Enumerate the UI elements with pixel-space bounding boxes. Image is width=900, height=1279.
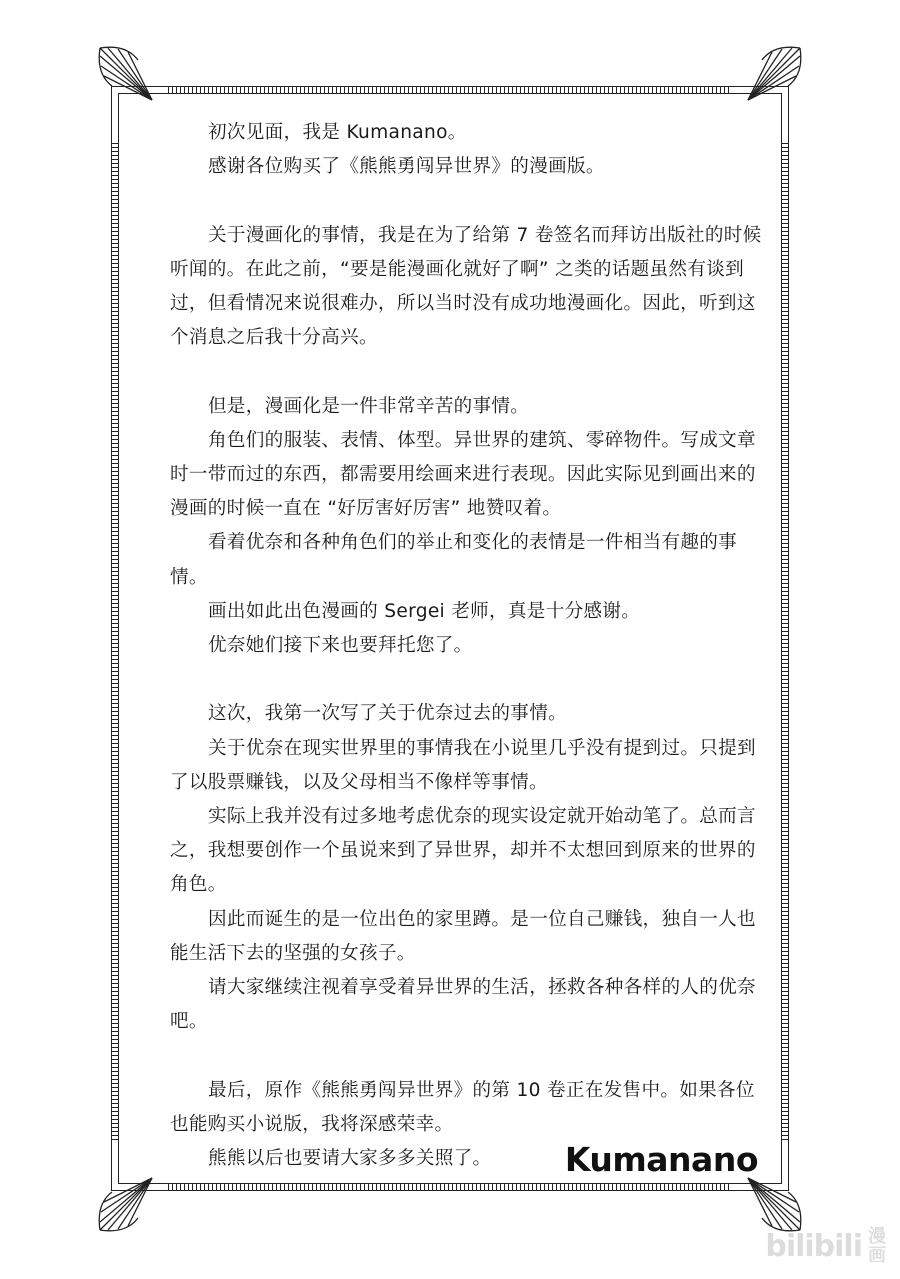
paragraph: 初次见面，我是 Kumanano。 bbox=[208, 122, 467, 143]
watermark-sub-top: 漫 bbox=[868, 1226, 886, 1247]
paragraph-spacer bbox=[170, 663, 770, 697]
author-signature: Kumanano bbox=[564, 1140, 758, 1179]
paragraph: 但是，漫画化是一件非常辛苦的事情。 bbox=[208, 395, 530, 417]
top-left-fan-ornament bbox=[98, 46, 154, 102]
paragraph-spacer bbox=[170, 355, 770, 389]
paragraph: 这次，我第一次写了关于优奈过去的事情。 bbox=[208, 703, 567, 725]
right-rail bbox=[782, 140, 789, 1140]
paragraph: 关于优奈在现实世界里的事情我在小说里几乎没有提到过。只提到了以股票赚钱，以及父母相当不像样等事情。 bbox=[170, 737, 756, 793]
bottom-left-fan-ornament bbox=[98, 1176, 154, 1232]
afterword-letter bbox=[170, 116, 770, 1176]
watermark-sub-bottom: 画 bbox=[868, 1245, 886, 1266]
paragraph: 实际上我并没有过多地考虑优奈的现实设定就开始动笔了。总而言之，我想要创作一个虽说来到了异世界，却并不太想回到原来的世界的角色。 bbox=[170, 806, 756, 896]
paragraph: 因此而诞生的是一位出色的家里蹲。是一位自己赚钱，独自一人也能生活下去的坚强的女孩子。 bbox=[170, 908, 756, 964]
top-right-fan-ornament bbox=[746, 46, 802, 102]
paragraph: 请大家继续注视着享受着异世界的生活，拯救各种各样的人的优奈吧。 bbox=[170, 977, 756, 1033]
paragraph-spacer bbox=[170, 1039, 770, 1073]
left-rail bbox=[111, 140, 118, 1140]
paragraph: 画出如此出色漫画的 Sergei 老师，真是十分感谢。 bbox=[208, 600, 641, 622]
paragraph: 优奈她们接下来也要拜托您了。 bbox=[208, 635, 473, 657]
paragraph: 最后，原作《熊熊勇闯异世界》的第 10 卷正在发售中。如果各位也能购买小说版，我将深感荣幸。 bbox=[170, 1079, 755, 1135]
top-rail bbox=[168, 86, 732, 93]
paragraph: 看着优奈和各种角色们的举止和变化的表情是一件相当有趣的事情。 bbox=[170, 532, 738, 588]
paragraph: 角色们的服装、表情、体型。异世界的建筑、零碎物件。写成文章时一带而过的东西，都需要用绘画来进行表现。因此实际见到画出来的漫画的时候一直在 “好厉害好厉害” 地赞叹着。 bbox=[170, 429, 756, 520]
paragraph: 熊熊以后也要请大家多多关照了。 bbox=[208, 1148, 492, 1170]
watermark-manga-label bbox=[868, 1227, 886, 1265]
paragraph: 关于漫画化的事情，我是在为了给第 7 卷签名而拜访出版社的时候听闻的。在此之前，“要是能漫画化就好了啊” 之类的话题虽然有谈到过，但看情况来说很难办，所以当时没有成功地漫画化。因此，听到这个消息之后我十分高兴。 bbox=[170, 224, 762, 349]
bottom-right-fan-ornament bbox=[746, 1176, 802, 1232]
watermark-brand: bilibili bbox=[765, 1228, 862, 1264]
paragraph-spacer bbox=[170, 184, 770, 218]
paragraph: 感谢各位购买了《熊熊勇闯异世界》的漫画版。 bbox=[208, 156, 605, 178]
bilibili-manga-watermark bbox=[765, 1227, 886, 1265]
bottom-rail bbox=[168, 1184, 732, 1191]
